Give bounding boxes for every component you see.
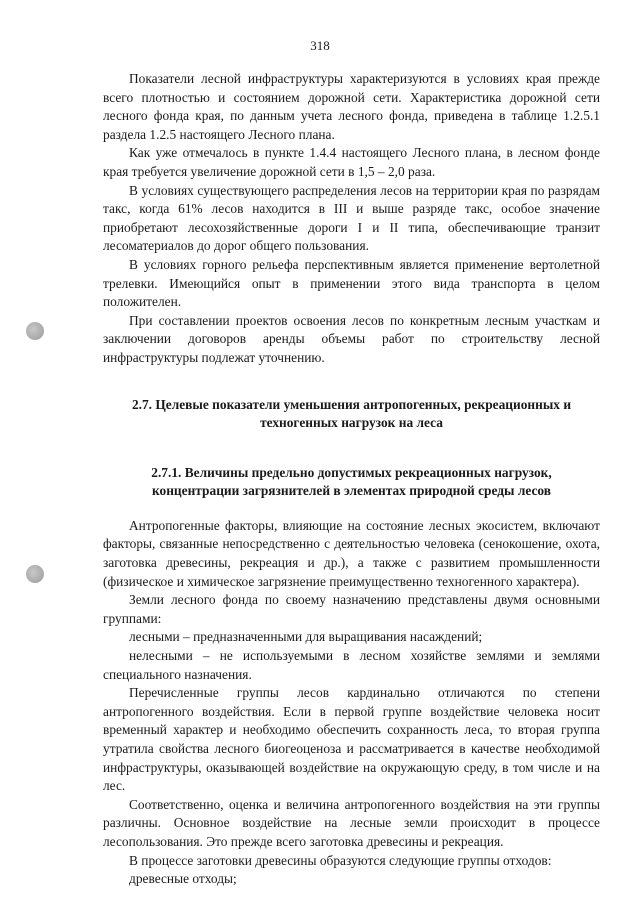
- paragraph: Соответственно, оценка и величина антропогенного воздействия на эти группы различны. Основное воздействие на лесные земли происходит в процессе лесопользования. Это прежде всего заготовка древесины и рекреация.: [103, 796, 600, 849]
- paragraph: В условиях горного рельефа перспективным является применение вертолетной трелевки. Имеющийся опыт в применении этого вида транспорта в целом положителен.: [103, 256, 600, 310]
- paragraph: Перечисленные группы лесов кардинально отличаются по степени антропогенного воздействия. Если в первой группе воздействие человека носит временный характер и необходимо обеспечить сохранность леса, то вторая группа утратила свойства лесного биогеоценоза и рассматривается в качестве необходимой инфраструктуры, оказывающей воздействие на окружающую среду, в том числе и на лес.: [103, 685, 600, 794]
- paragraph: В условиях существующего распределения лесов на территории края по разрядам такс, когда 61% лесов находится в III и выше разряде такс, особое значение приобретают лесохозяйственные дороги I и II типа, обеспечивающие транзит лесоматериалов до дорог общего пользования.: [103, 182, 600, 254]
- paragraph: нелесными – не используемыми в лесном хозяйстве землями и землями специального назначения.: [103, 648, 600, 682]
- paragraph: Земли лесного фонда по своему назначению представлены двумя основными группами:: [103, 592, 600, 626]
- subsection-heading-2-7-1: [103, 464, 600, 501]
- page-number: 318: [310, 38, 330, 53]
- paragraph: Антропогенные факторы, влияющие на состояние лесных экосистем, включают факторы, связанные непосредственно с деятельностью человека (сенокошение, охота, заготовка древесины, рекреация и др.), а также с развитием промышленности (физическое и химическое загрязнение преимущественно техногенного характера).: [103, 517, 600, 589]
- punch-hole-upper: [26, 322, 44, 340]
- subsection-heading-line: концентрации загрязнителей в элементах природной среды лесов: [151, 483, 551, 499]
- paragraph: Показатели лесной инфраструктуры характеризуются в условиях края прежде всего плотностью и состоянием дорожной сети. Характеристика дорожной сети лесного фонда края, по данным учета лесного фонда, приведена в таблице 1.2.5.1 раздела 1.2.5 настоящего Лесного плана.: [103, 71, 600, 142]
- paragraph: При составлении проектов освоения лесов по конкретным лесным участкам и заключении договоров аренды объемы работ по строительству лесной инфраструктуры подлежат уточнению.: [103, 312, 600, 365]
- paragraph: Как уже отмечалось в пункте 1.4.4 настоящего Лесного плана, в лесном фонде края требуется увеличение дорожной сети в 1,5 – 2,0 раза.: [103, 145, 600, 179]
- punch-hole-lower: [26, 565, 44, 583]
- section-heading-line: 2.7. Целевые показатели уменьшения антропогенных, рекреационных и: [131, 396, 572, 412]
- document-body: [103, 70, 600, 889]
- section-heading-2-7: [103, 396, 600, 433]
- section-heading-line: техногенных нагрузок на леса: [260, 415, 443, 431]
- subsection-heading-line: 2.7.1. Величины предельно допустимых рекреационных нагрузок,: [151, 464, 552, 480]
- paragraph: древесные отходы;: [129, 871, 237, 887]
- paragraph: В процессе заготовки древесины образуются следующие группы отходов:: [129, 852, 552, 868]
- paragraph: лесными – предназначенными для выращивания насаждений;: [129, 629, 483, 645]
